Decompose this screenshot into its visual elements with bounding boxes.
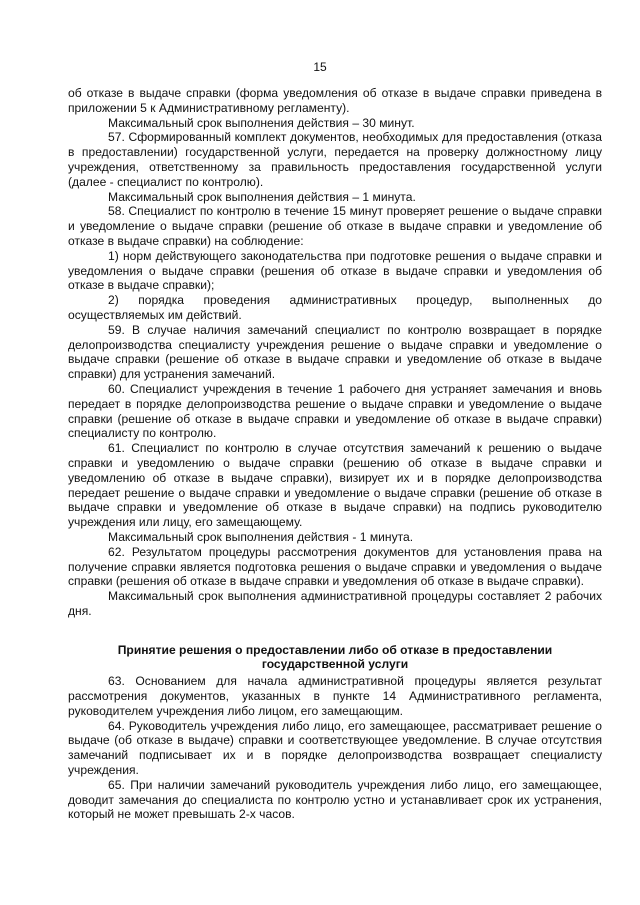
paragraph-continuation: об отказе в выдаче справки (форма уведомления об отказе в выдаче справки приведена в приложении 5 к Административному регламенту).: [68, 86, 602, 115]
paragraph-max-time-30: Максимальный срок выполнения действия – 30 минут.: [108, 115, 415, 130]
paragraph-58-item-2: 2) порядка проведения административных процедур, выполненных до осуществляемых им действий.: [68, 293, 602, 322]
section-heading-line-2: государственной услуги: [261, 657, 409, 672]
section-heading-line-1: Принятие решения о предоставлении либо об отказе в предоставлении: [117, 642, 553, 657]
paragraph-58: 58. Специалист по контролю в течение 15 минут проверяет решение о выдаче справки и уведомление о выдаче справки (решение об отказе в выдаче справки и уведомление об отказе в выдаче справки) на соблюдение:: [68, 204, 602, 248]
section-heading: [68, 643, 602, 673]
paragraph-max-time-1b: Максимальный срок выполнения действия - 1 минута.: [108, 529, 414, 544]
paragraph-62: 62. Результатом процедуры рассмотрения документов для установления права на получение справки является подготовка решения о выдаче справки и уведомления о выдаче справки (решения об отказе в выдаче справки и уведомления об отказе в выдаче справки).: [68, 544, 602, 589]
paragraph-65: 65. При наличии замечаний руководитель учреждения либо лицо, его замещающее, доводит замечания до специалиста по контролю устно и устанавливает срок их устранения, который не может превышать 2-х часов.: [68, 777, 602, 822]
paragraph-64: 64. Руководитель учреждения либо лицо, его замещающее, рассматривает решение о выдаче (об отказе в выдаче) справки и соответствующее уведомление. В случае отсутствия замечаний подписывает их и в порядке делопроизводства возвращает специалисту учреждения.: [68, 718, 602, 778]
paragraph-61: 61. Специалист по контролю в случае отсутствия замечаний к решению о выдаче справки и уведомлению о выдаче справки (решению об отказе в выдаче справки и уведомлению об отказе в выдаче справки), визирует их и в порядке делопроизводства передает решение о выдаче справки и уведомление о выдаче справки (решение об отказе в выдаче справки и уведомление об отказе в выдаче справки) на подпись руководителю учреждения или лицу, его замещающему.: [68, 441, 602, 530]
page-number: 15: [313, 60, 327, 74]
document-body: [68, 86, 602, 822]
paragraph-63: 63. Основанием для начала административной процедуры является результат рассмотрения документов, указанных в пункте 14 Административного регламента, руководителем учреждения либо лицом, его замещающим.: [68, 674, 602, 718]
paragraph-59: 59. В случае наличия замечаний специалист по контролю возвращает в порядке делопроизводства специалисту учреждения решение о выдаче справки и уведомление о выдаче справки (решение об отказе в выдаче справки и уведомление об отказе в выдаче справки) для устранения замечаний.: [68, 322, 602, 382]
paragraph-60: 60. Специалист учреждения в течение 1 рабочего дня устраняет замечания и вновь передает в порядке делопроизводства решение о выдаче справки и уведомление о выдаче справки (решение об отказе в выдаче справки и уведомление об отказе в выдаче справки) специалисту по контролю.: [68, 381, 602, 441]
paragraph-58-item-1: 1) норм действующего законодательства при подготовке решения о выдаче справки и уведомления о выдаче справки (решения об отказе в выдаче справки и уведомления об отказе в выдаче справки);: [68, 248, 602, 293]
paragraph-57: 57. Сформированный комплект документов, необходимых для предоставления (отказа в предоставлении) государственной услуги, передается на проверку должностному лицу учреждения, ответственному за правильность предоставления государственной услуги (далее - специалист по контролю).: [68, 130, 602, 189]
paragraph-max-time-1a: Максимальный срок выполнения действия – 1 минута.: [108, 189, 416, 204]
paragraph-max-procedure-time: Максимальный срок выполнения административной процедуры составляет 2 рабочих дня.: [68, 589, 602, 618]
